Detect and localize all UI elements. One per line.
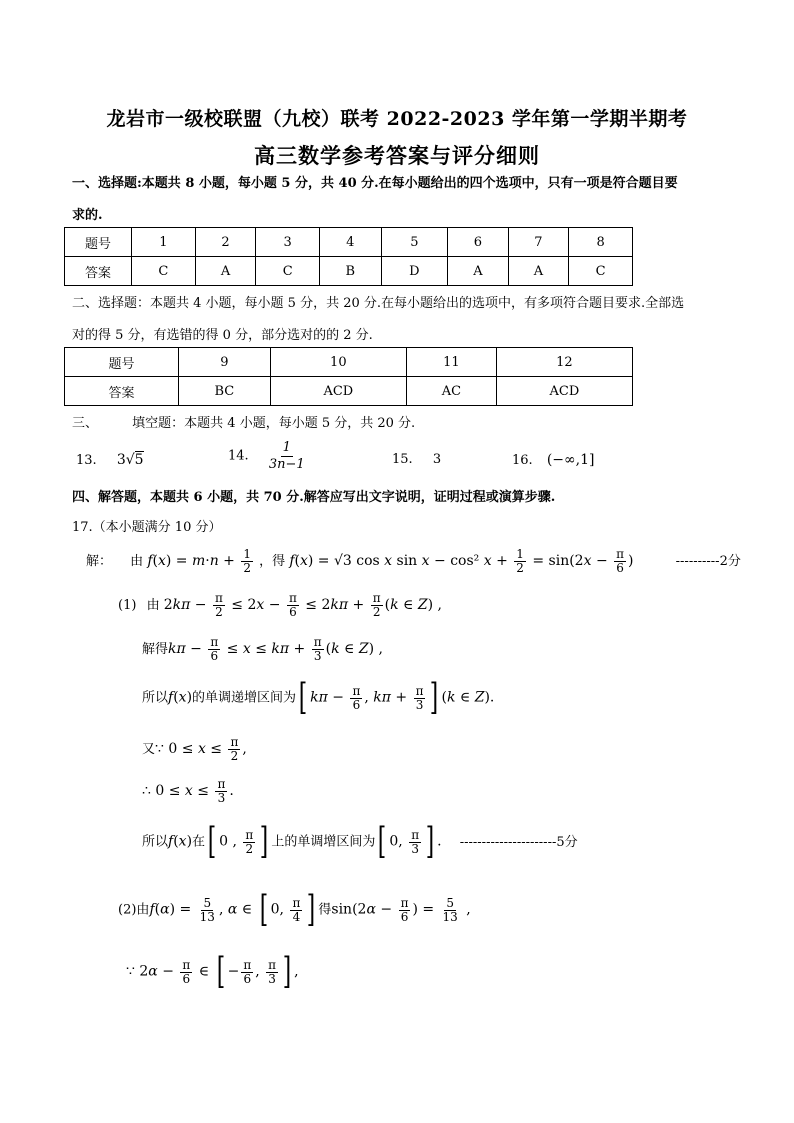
section3-heading xyxy=(72,414,415,434)
minus: − xyxy=(227,963,240,980)
row-header-answer: 答案 xyxy=(65,257,132,286)
part2-label: (2) xyxy=(118,902,137,918)
question-number: 6 xyxy=(448,228,509,257)
question-number: 7 xyxy=(508,228,569,257)
answer-cell: B xyxy=(320,257,382,286)
q13-number: 13. xyxy=(76,453,97,468)
section2-line1: 二、选择题：本题共 4 小题，每小题 5 分，共 20 分.在每小题给出的选项中，有多项符合题目要求.全部选 xyxy=(72,296,685,311)
solution-intro-line xyxy=(86,548,741,575)
q14-denominator: 3n−1 xyxy=(268,457,305,472)
table-row xyxy=(65,257,633,286)
score-marker-5: ----------------------5分 xyxy=(459,834,578,850)
answer-cell: ACD xyxy=(496,377,632,406)
question-number: 12 xyxy=(496,348,632,377)
answer-cell: C xyxy=(132,257,196,286)
sqrt-symbol: √ xyxy=(125,452,135,468)
frac-pi-4: $\frac{\pi}{4}$ xyxy=(292,895,301,924)
answer-cell: A xyxy=(508,257,569,286)
section2-line2: 对的得 5 分，有选错的得 0 分，部分选对的的 2 分. xyxy=(72,328,373,343)
frac-pi-6d: $\frac{\pi}{6}$ xyxy=(352,683,361,712)
formula-f-expanded: f(x) = √3 cos x sin x − cos² x + xyxy=(289,553,513,569)
right-bracket-4: ] xyxy=(307,889,316,930)
frac-pi-2b: $\frac{\pi}{2}$ xyxy=(372,591,381,619)
because-symbol: ∵ xyxy=(155,741,164,757)
therefore-line xyxy=(142,778,234,805)
row-header-question: 题号 xyxy=(65,228,132,257)
formula-half-2: $\frac{1}{2}$ xyxy=(516,547,524,575)
question-number: 8 xyxy=(569,228,633,257)
intro-get: ，得 xyxy=(259,554,286,569)
frac-5-13: $\frac{5}{13}$ xyxy=(199,895,215,924)
q14-fraction xyxy=(267,440,307,473)
so-label: 所以 xyxy=(142,690,169,706)
q16-value: (−∞,1] xyxy=(546,452,595,468)
part2-from: 由 xyxy=(136,902,150,918)
formula-f-equals-dot: f(x) = m·n + xyxy=(147,553,240,569)
left-bracket-5: [ xyxy=(216,951,225,992)
k-in-z-3: (k ∈ Z). xyxy=(441,689,495,706)
ineq-mid: ≤ 2x − xyxy=(226,597,285,613)
q16-answer xyxy=(512,450,595,471)
question-number: 5 xyxy=(381,228,448,257)
q15-answer xyxy=(392,450,441,470)
k-in-z-2: (k ∈ Z) , xyxy=(325,641,383,657)
interval-comma: , kπ + xyxy=(364,689,412,706)
part1-label: (1) xyxy=(118,598,137,613)
frac-pi-6c: $\frac{\pi}{6}$ xyxy=(210,635,219,663)
zero-comma-2: 0, xyxy=(389,833,408,850)
answer-cell: AC xyxy=(406,377,496,406)
answer-cell: C xyxy=(256,257,320,286)
answer-cell: BC xyxy=(179,377,271,406)
row-header-answer: 答案 xyxy=(65,377,179,406)
frac-pi-3: $\frac{\pi}{3}$ xyxy=(313,635,322,663)
because-symbol-2: ∵ xyxy=(126,963,135,980)
equals: ) = xyxy=(412,901,439,918)
frac-pi-6g: $\frac{\pi}{6}$ xyxy=(243,957,252,986)
alpha-in: , α ∈ xyxy=(218,901,257,918)
interval-text: 上的单调增区间为 xyxy=(271,834,376,850)
solve-left: kπ − xyxy=(168,641,207,657)
frac-pi-3b: $\frac{\pi}{3}$ xyxy=(415,683,424,712)
also-line xyxy=(142,736,247,763)
answer-cell: D xyxy=(381,257,448,286)
left-bracket-4: [ xyxy=(259,889,268,930)
answer-cell: C xyxy=(569,257,633,286)
in-symbol: ∈ xyxy=(194,963,214,980)
section2-instructions xyxy=(72,294,732,346)
section3-label: 三、 xyxy=(72,416,99,431)
question-number: 1 xyxy=(132,228,196,257)
left-bracket-2: [ xyxy=(207,821,217,862)
f-alpha: f(α) = xyxy=(149,901,196,918)
frac-pi-6e: $\frac{\pi}{6}$ xyxy=(400,895,409,924)
answer-cell: A xyxy=(195,257,256,286)
on-text: 在 xyxy=(192,834,206,850)
right-bracket-5: ] xyxy=(282,951,292,992)
question-number: 2 xyxy=(195,228,256,257)
part1-conclusion-line xyxy=(142,821,578,862)
frac-pi-6f: $\frac{\pi}{6}$ xyxy=(182,957,191,986)
period-2: . xyxy=(437,833,442,850)
solve-mid: ≤ x ≤ kπ + xyxy=(222,641,310,657)
section1-answer-table xyxy=(64,227,633,286)
k-in-z: (k ∈ Z) , xyxy=(384,597,442,613)
table-row xyxy=(65,228,633,257)
solve-line xyxy=(142,636,383,663)
frac-pi-2c: $\frac{\pi}{2}$ xyxy=(230,735,239,763)
solve-label: 解得 xyxy=(142,642,169,657)
q15-number: 15. xyxy=(392,452,413,467)
q13-radicand: 5 xyxy=(134,452,144,468)
part2-range-line xyxy=(126,951,299,992)
answer-cell: ACD xyxy=(270,377,406,406)
two-alpha: 2α − xyxy=(134,963,179,980)
q14-answer xyxy=(228,440,309,473)
close-paren: ) xyxy=(628,553,634,569)
period: . xyxy=(229,783,234,799)
score-marker-2: ----------2分 xyxy=(675,554,741,569)
also-ineq: 0 ≤ x ≤ xyxy=(163,741,227,757)
section4-heading: 四、解答题，本题共 6 小题，共 70 分.解答应写出文字说明，证明过程或演算步骤. xyxy=(72,490,556,505)
q14-number: 14. xyxy=(228,448,249,464)
question-number: 11 xyxy=(406,348,496,377)
frac-pi-2: $\frac{\pi}{2}$ xyxy=(214,591,223,619)
frac-pi-3c: $\frac{\pi}{3}$ xyxy=(217,777,226,805)
document-title: 龙岩市一级校联盟（九校）联考 2022-2023 学年第一学期半期考 xyxy=(106,108,688,130)
section2-answer-table xyxy=(64,347,633,406)
q15-value: 3 xyxy=(432,452,442,467)
row-header-question: 题号 xyxy=(65,348,179,377)
zero-comma: 0 , xyxy=(219,833,242,850)
sin-alpha: sin(2α − xyxy=(331,901,397,918)
answer-cell: A xyxy=(448,257,509,286)
question-number: 10 xyxy=(270,348,406,377)
q16-number: 16. xyxy=(512,453,533,468)
formula-half-1: $\frac{1}{2}$ xyxy=(243,547,252,575)
ineq-right: ≤ 2kπ + xyxy=(300,597,369,613)
increasing-interval-line xyxy=(142,677,495,718)
section1-instructions xyxy=(72,174,732,226)
right-bracket-2: ] xyxy=(260,821,269,862)
table-row xyxy=(65,377,633,406)
zero-comma-3: 0, xyxy=(270,901,289,918)
comma-2: , xyxy=(461,901,471,918)
right-bracket-3: ] xyxy=(425,821,435,862)
frac-pi-3d: $\frac{\pi}{3}$ xyxy=(411,827,420,856)
question-number: 9 xyxy=(179,348,271,377)
frac-5-13b: $\frac{5}{13}$ xyxy=(442,895,458,924)
question-number: 3 xyxy=(256,228,320,257)
frac-pi-2d: $\frac{\pi}{2}$ xyxy=(245,827,254,856)
right-bracket: ] xyxy=(430,677,439,718)
increasing-text: 的单调递增区间为 xyxy=(192,690,297,706)
solution-label: 解： xyxy=(86,554,113,569)
q13-coefficient: 3 xyxy=(116,452,126,468)
question-number: 4 xyxy=(320,228,382,257)
therefore-ineq: 0 ≤ x ≤ xyxy=(150,783,214,799)
fx-2: f(x) xyxy=(168,833,193,850)
frac-pi-6: $\frac{\pi}{6}$ xyxy=(288,591,297,619)
document-subtitle: 高三数学参考答案与评分细则 xyxy=(254,143,540,168)
section3-text: 填空题：本题共 4 小题，每小题 5 分，共 20 分. xyxy=(132,416,416,431)
formula-pi-6: $\frac{\pi}{6}$ xyxy=(616,547,625,575)
part1-inequality-line xyxy=(118,592,442,619)
frac-pi-3e: $\frac{\pi}{3}$ xyxy=(268,957,277,986)
q13-value xyxy=(117,452,144,468)
q13-answer xyxy=(76,450,144,471)
section1-line1: 一、选择题:本题共 8 小题，每小题 5 分，共 40 分.在每小题给出的四个选项中，只有一项是符合题目要 xyxy=(72,176,678,191)
part2-line xyxy=(118,889,471,930)
formula-sin-form: = sin(2x − xyxy=(527,553,613,569)
comma: , xyxy=(242,741,247,757)
comma-4: , xyxy=(294,963,299,980)
table-row xyxy=(65,348,633,377)
q14-numerator: 1 xyxy=(282,440,291,455)
also-label: 又 xyxy=(142,742,156,757)
part2-get: 得 xyxy=(318,902,332,918)
left-bracket-3: [ xyxy=(378,821,387,862)
ineq-left: 2kπ − xyxy=(163,597,211,613)
so-label-2: 所以 xyxy=(142,834,169,850)
q17-title: 17.（本小题满分 10 分） xyxy=(72,520,222,535)
intro-from: 由 xyxy=(130,554,144,569)
part1-from: 由 xyxy=(146,598,160,613)
therefore-symbol: ∴ xyxy=(142,783,151,799)
fx: f(x) xyxy=(168,689,193,706)
left-bracket: [ xyxy=(298,677,308,718)
comma-3: , xyxy=(255,963,265,980)
interval-left: kπ − xyxy=(310,689,349,706)
section1-line2: 求的. xyxy=(72,208,103,223)
